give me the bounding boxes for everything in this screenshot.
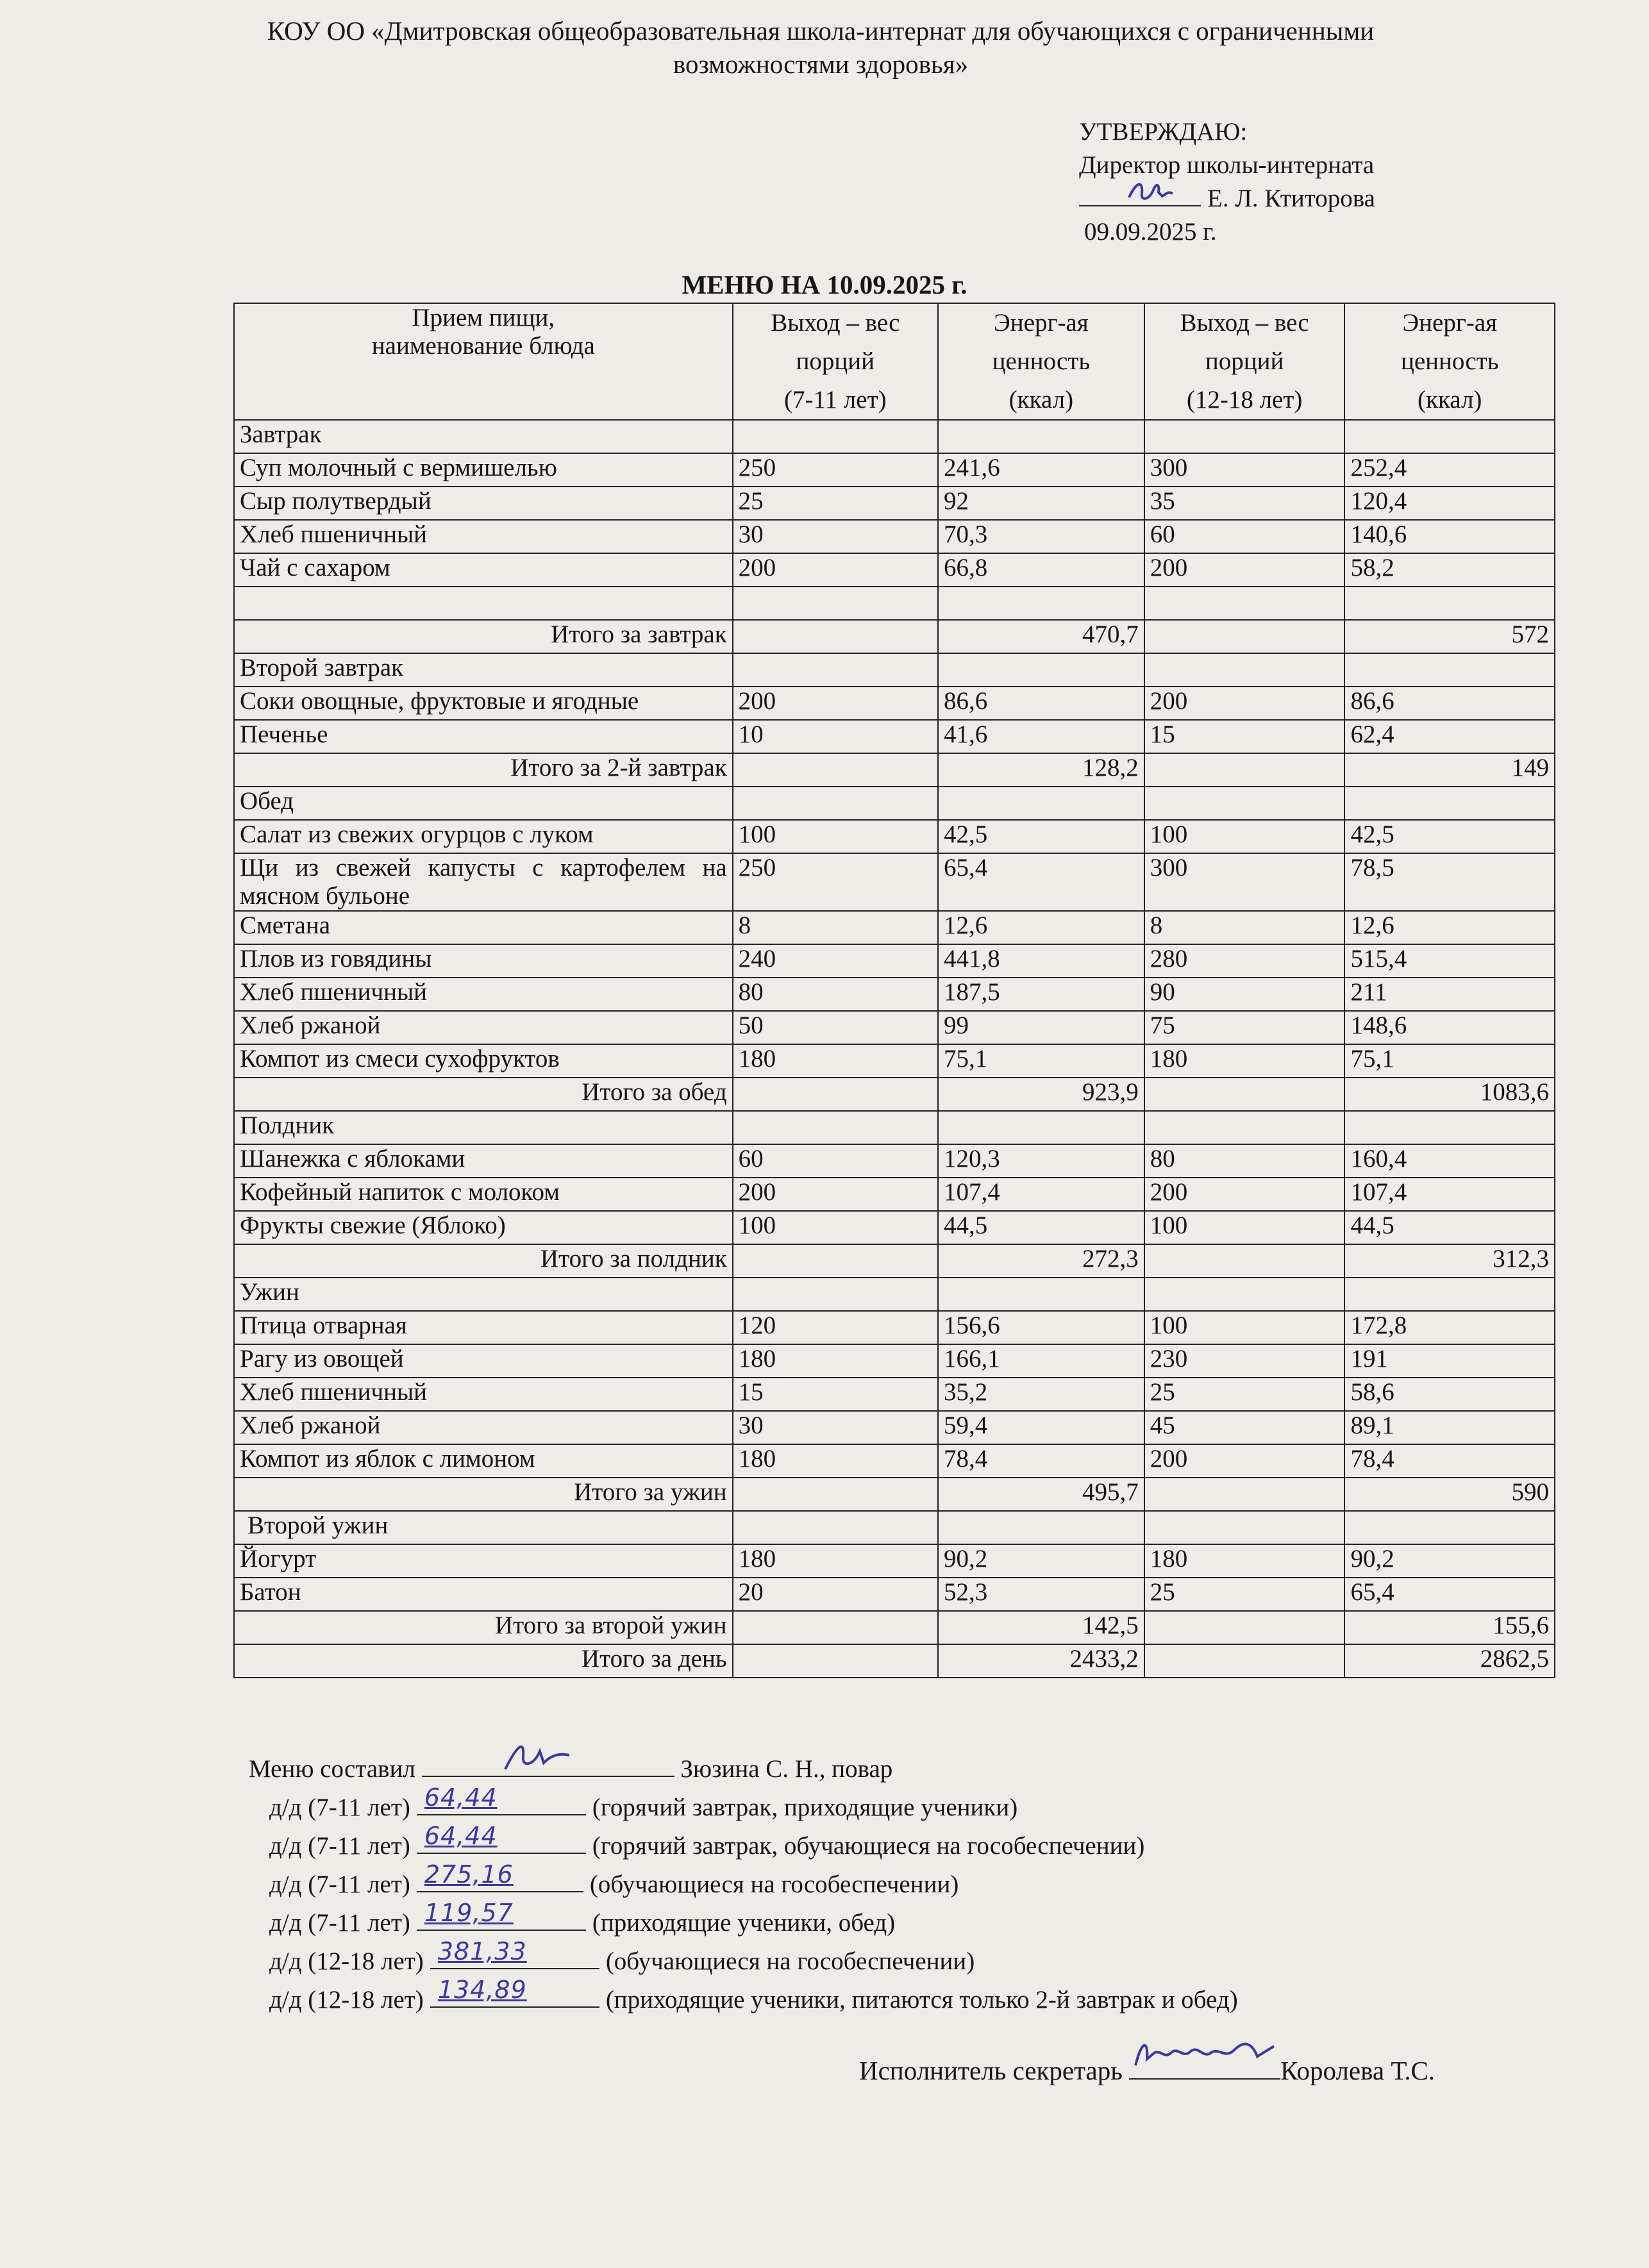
cost-row	[249, 1899, 1238, 1941]
energy-young: 120,3	[938, 1144, 1144, 1178]
empty-cell	[733, 787, 938, 820]
energy-young: 99	[938, 1011, 1144, 1044]
empty-cell	[1344, 653, 1555, 687]
weight-old: 200	[1144, 553, 1345, 587]
empty-cell	[1144, 753, 1345, 787]
section-header-row	[234, 1111, 1555, 1144]
footer-block	[249, 1749, 1238, 2018]
menu-title: МЕНЮ НА 10.09.2025 г.	[682, 270, 967, 299]
table-row	[234, 1211, 1555, 1244]
header-dish-line2: наименование блюда	[371, 332, 595, 360]
weight-young: 200	[733, 1178, 938, 1211]
table-row	[234, 944, 1555, 978]
empty-cell	[938, 1511, 1144, 1544]
empty-cell	[1144, 653, 1345, 687]
weight-young: 250	[733, 853, 938, 911]
dish-name: Рагу из овощей	[234, 1344, 733, 1378]
weight-old: 180	[1144, 1544, 1345, 1578]
cost-row	[249, 1783, 1238, 1826]
section-title: Ужин	[234, 1278, 733, 1311]
weight-young: 120	[733, 1311, 938, 1344]
section-header-row	[234, 787, 1555, 820]
empty-cell	[733, 1278, 938, 1311]
table-row	[234, 1544, 1555, 1578]
dish-name: Хлеб ржаной	[234, 1411, 733, 1444]
dish-name: Кофейный напиток с молоком	[234, 1178, 733, 1211]
empty-cell	[733, 1078, 938, 1111]
empty-cell	[938, 1111, 1144, 1144]
energy-young: 66,8	[938, 553, 1144, 587]
empty-cell	[733, 1478, 938, 1511]
cost-value-line	[417, 1899, 586, 1931]
energy-old: 148,6	[1344, 1011, 1555, 1044]
director-signature-line	[1079, 183, 1201, 206]
weight-young: 100	[733, 1211, 938, 1244]
energy-old: 515,4	[1344, 944, 1555, 978]
weight-old: 45	[1144, 1411, 1345, 1444]
empty-cell	[1144, 1111, 1345, 1144]
empty-cell	[1144, 620, 1345, 653]
table-row	[234, 853, 1555, 911]
empty-cell	[1344, 787, 1555, 820]
energy-young: 90,2	[938, 1544, 1144, 1578]
section-title: Второй завтрак	[234, 653, 733, 687]
subtotal-row	[234, 1078, 1555, 1111]
empty-cell	[1344, 1278, 1555, 1311]
energy-young: 166,1	[938, 1344, 1144, 1378]
empty-cell	[733, 1511, 938, 1544]
cost-row	[249, 1860, 1238, 1903]
energy-old: 120,4	[1344, 487, 1555, 520]
dish-name: Батон	[234, 1578, 733, 1611]
dish-name: Компот из смеси сухофруктов	[234, 1044, 733, 1078]
header-weight-young	[733, 303, 938, 420]
header-weight-old-line3: (12-18 лет)	[1186, 386, 1303, 413]
weight-young: 200	[733, 553, 938, 587]
cost-value: 64,44	[424, 1822, 498, 1850]
weight-old: 100	[1144, 1311, 1345, 1344]
weight-old: 100	[1144, 1211, 1345, 1244]
header-energy-young-line3: (ккал)	[1009, 386, 1074, 413]
energy-old: 62,4	[1344, 720, 1555, 753]
cost-note: (приходящие ученики, питаются только 2-й завтрак и обед)	[605, 1986, 1238, 2014]
table-header-row	[234, 303, 1555, 420]
header-dish-line1: Прием пищи,	[412, 304, 555, 331]
composer-signature-line	[422, 1749, 674, 1777]
weight-old: 180	[1144, 1044, 1345, 1078]
cost-age-group: д/д (7-11 лет)	[269, 1832, 410, 1860]
header-weight-young-line2: порций	[796, 347, 875, 375]
weight-old: 80	[1144, 1144, 1345, 1178]
empty-cell	[733, 620, 938, 653]
energy-young: 42,5	[938, 820, 1144, 853]
energy-young: 52,3	[938, 1578, 1144, 1611]
energy-young: 78,4	[938, 1444, 1144, 1478]
empty-row	[234, 587, 1555, 620]
dish-name: Соки овощные, фруктовые и ягодные	[234, 687, 733, 720]
dish-name: Хлеб пшеничный	[234, 520, 733, 553]
empty-cell	[1344, 1111, 1555, 1144]
subtotal-row	[234, 1244, 1555, 1278]
empty-cell	[1344, 420, 1555, 453]
energy-old: 75,1	[1344, 1044, 1555, 1078]
energy-young: 75,1	[938, 1044, 1144, 1078]
section-header-row	[234, 1511, 1555, 1544]
subtotal-energy-young: 128,2	[938, 753, 1144, 787]
cost-age-group: д/д (7-11 лет)	[269, 1871, 410, 1898]
empty-cell	[1344, 1511, 1555, 1544]
energy-old: 65,4	[1344, 1578, 1555, 1611]
cost-value: 119,57	[424, 1899, 514, 1927]
weight-young: 8	[733, 911, 938, 944]
weight-young: 20	[733, 1578, 938, 1611]
energy-young: 12,6	[938, 911, 1144, 944]
menu-table	[233, 303, 1555, 1678]
cost-age-group: д/д (12-18 лет)	[269, 1986, 424, 2014]
energy-old: 252,4	[1344, 453, 1555, 487]
cost-row	[249, 1976, 1238, 2018]
table-row	[234, 1344, 1555, 1378]
executor-row	[859, 2051, 1435, 2086]
table-row	[234, 1311, 1555, 1344]
section-title: Обед	[234, 787, 733, 820]
weight-old: 200	[1144, 687, 1345, 720]
table-row	[234, 1144, 1555, 1178]
empty-cell	[1144, 787, 1345, 820]
subtotal-label: Итого за ужин	[234, 1478, 733, 1511]
empty-cell	[1144, 1244, 1345, 1278]
energy-young: 44,5	[938, 1211, 1144, 1244]
director-signature-icon	[1124, 174, 1175, 206]
subtotal-energy-old: 590	[1344, 1478, 1555, 1511]
subtotal-energy-old: 155,6	[1344, 1611, 1555, 1644]
weight-young: 180	[733, 1444, 938, 1478]
subtotal-energy-old: 149	[1344, 753, 1555, 787]
energy-old: 78,5	[1344, 853, 1555, 911]
table-row	[234, 1044, 1555, 1078]
empty-cell	[1144, 1478, 1345, 1511]
table-row	[234, 1178, 1555, 1211]
executor-signature-line	[1129, 2051, 1280, 2080]
section-title: Завтрак	[234, 420, 733, 453]
weight-old: 200	[1144, 1444, 1345, 1478]
approval-signer-row	[1079, 182, 1375, 215]
subtotal-row	[234, 620, 1555, 653]
dish-name: Йогурт	[234, 1544, 733, 1578]
weight-old: 25	[1144, 1378, 1345, 1411]
subtotal-energy-old: 312,3	[1344, 1244, 1555, 1278]
table-row	[234, 720, 1555, 753]
header-energy-young-line2: ценность	[992, 347, 1091, 375]
empty-cell	[733, 1611, 938, 1644]
empty-cell	[733, 1111, 938, 1144]
header-dish	[234, 303, 733, 420]
weight-young: 240	[733, 944, 938, 978]
empty-cell	[733, 1644, 938, 1678]
energy-old: 58,2	[1344, 553, 1555, 587]
cost-note: (горячий завтрак, обучающиеся на гособеспечении)	[592, 1832, 1145, 1860]
energy-old: 44,5	[1344, 1211, 1555, 1244]
weight-old: 300	[1144, 853, 1345, 911]
cost-value-line	[430, 1937, 599, 1969]
table-row	[234, 487, 1555, 520]
cost-value-line	[430, 1976, 599, 2008]
subtotal-energy-young: 142,5	[938, 1611, 1144, 1644]
weight-young: 80	[733, 978, 938, 1011]
empty-cell	[733, 753, 938, 787]
school-name-line2: возможностями здоровья»	[673, 49, 969, 79]
weight-young: 15	[733, 1378, 938, 1411]
table-row	[234, 453, 1555, 487]
day-total-energy-young: 2433,2	[938, 1644, 1144, 1678]
subtotal-label: Итого за полдник	[234, 1244, 733, 1278]
composer-name: Зюзина С. Н., повар	[680, 1755, 893, 1783]
empty-cell	[733, 587, 938, 620]
header-energy-young	[938, 303, 1144, 420]
dish-name: Печенье	[234, 720, 733, 753]
cost-row	[249, 1937, 1238, 1980]
cost-row	[249, 1822, 1238, 1864]
weight-old: 25	[1144, 1578, 1345, 1611]
dish-name: Птица отварная	[234, 1311, 733, 1344]
subtotal-row	[234, 1478, 1555, 1511]
energy-young: 107,4	[938, 1178, 1144, 1211]
school-name	[192, 14, 1449, 81]
weight-old: 8	[1144, 911, 1345, 944]
empty-cell	[1144, 1611, 1345, 1644]
weight-young: 180	[733, 1544, 938, 1578]
energy-young: 187,5	[938, 978, 1144, 1011]
header-energy-old-line2: ценность	[1400, 347, 1499, 375]
energy-old: 12,6	[1344, 911, 1555, 944]
empty-cell	[1144, 1278, 1345, 1311]
empty-cell	[938, 420, 1144, 453]
menu-table-body	[234, 420, 1555, 1678]
energy-young: 35,2	[938, 1378, 1144, 1411]
energy-old: 140,6	[1344, 520, 1555, 553]
energy-young: 59,4	[938, 1411, 1144, 1444]
composer-signature-icon	[499, 1737, 576, 1776]
subtotal-label: Итого за второй ужин	[234, 1611, 733, 1644]
weight-old: 100	[1144, 820, 1345, 853]
cost-note: (приходящие ученики, обед)	[592, 1909, 896, 1937]
cost-value: 275,16	[424, 1860, 514, 1889]
empty-cell	[938, 653, 1144, 687]
subtotal-label: Итого за 2-й завтрак	[234, 753, 733, 787]
empty-cell	[1144, 1511, 1345, 1544]
approval-signer: Е. Л. Ктиторова	[1207, 185, 1375, 212]
dish-name: Плов из говядины	[234, 944, 733, 978]
weight-young: 50	[733, 1011, 938, 1044]
energy-old: 58,6	[1344, 1378, 1555, 1411]
table-row	[234, 553, 1555, 587]
section-header-row	[234, 653, 1555, 687]
energy-young: 92	[938, 487, 1144, 520]
subtotal-energy-young: 272,3	[938, 1244, 1144, 1278]
empty-cell	[1144, 420, 1345, 453]
weight-young: 30	[733, 520, 938, 553]
subtotal-energy-young: 470,7	[938, 620, 1144, 653]
dish-name: Шанежка с яблоками	[234, 1144, 733, 1178]
weight-young: 180	[733, 1344, 938, 1378]
weight-old: 230	[1144, 1344, 1345, 1378]
energy-old: 172,8	[1344, 1311, 1555, 1344]
section-header-row	[234, 1278, 1555, 1311]
energy-young: 156,6	[938, 1311, 1144, 1344]
header-weight-old-line1: Выход – вес	[1180, 309, 1309, 337]
subtotal-label: Итого за обед	[234, 1078, 733, 1111]
weight-young: 10	[733, 720, 938, 753]
section-title: Полдник	[234, 1111, 733, 1144]
weight-old: 280	[1144, 944, 1345, 978]
dish-name: Суп молочный с вермишелью	[234, 453, 733, 487]
header-weight-old-line2: порций	[1205, 347, 1284, 375]
table-row	[234, 1378, 1555, 1411]
cost-value: 134,89	[437, 1976, 527, 2004]
section-title: Второй ужин	[234, 1511, 733, 1544]
composer-row	[249, 1749, 1238, 1787]
section-header-row	[234, 420, 1555, 453]
weight-young: 60	[733, 1144, 938, 1178]
subtotal-energy-old: 1083,6	[1344, 1078, 1555, 1111]
weight-young: 200	[733, 687, 938, 720]
cost-age-group: д/д (12-18 лет)	[269, 1947, 424, 1975]
subtotal-energy-young: 495,7	[938, 1478, 1144, 1511]
cost-list	[249, 1783, 1238, 2018]
subtotal-label: Итого за завтрак	[234, 620, 733, 653]
header-energy-old	[1344, 303, 1555, 420]
weight-old: 75	[1144, 1011, 1345, 1044]
cost-value-line	[417, 1822, 586, 1854]
header-energy-young-line1: Энерг-ая	[994, 309, 1089, 337]
energy-young: 65,4	[938, 853, 1144, 911]
dish-name: Компот из яблок с лимоном	[234, 1444, 733, 1478]
executor-name: Королева Т.С.	[1280, 2056, 1436, 2085]
table-row	[234, 820, 1555, 853]
cost-value-line	[417, 1783, 586, 1815]
energy-young: 41,6	[938, 720, 1144, 753]
day-total-energy-old: 2862,5	[1344, 1644, 1555, 1678]
table-row	[234, 911, 1555, 944]
empty-cell	[1344, 587, 1555, 620]
weight-young: 30	[733, 1411, 938, 1444]
header-energy-old-line3: (ккал)	[1418, 386, 1482, 413]
executor-signature-icon	[1129, 2033, 1280, 2078]
approval-title: УТВЕРЖДАЮ:	[1079, 118, 1248, 146]
empty-cell	[1144, 587, 1345, 620]
energy-young: 86,6	[938, 687, 1144, 720]
header-energy-old-line1: Энерг-ая	[1402, 309, 1498, 337]
dish-name: Хлеб пшеничный	[234, 1378, 733, 1411]
dish-name: Сметана	[234, 911, 733, 944]
weight-young: 100	[733, 820, 938, 853]
weight-young: 25	[733, 487, 938, 520]
energy-old: 42,5	[1344, 820, 1555, 853]
empty-cell	[234, 587, 733, 620]
header-weight-old	[1144, 303, 1345, 420]
empty-cell	[1144, 1078, 1345, 1111]
cost-age-group: д/д (7-11 лет)	[269, 1909, 410, 1937]
energy-old: 90,2	[1344, 1544, 1555, 1578]
day-total-label: Итого за день	[234, 1644, 733, 1678]
energy-old: 107,4	[1344, 1178, 1555, 1211]
empty-cell	[938, 587, 1144, 620]
cost-value: 381,33	[437, 1937, 527, 1965]
weight-old: 35	[1144, 487, 1345, 520]
empty-cell	[733, 420, 938, 453]
empty-cell	[733, 1244, 938, 1278]
table-row	[234, 520, 1555, 553]
day-total-row	[234, 1644, 1555, 1678]
energy-old: 78,4	[1344, 1444, 1555, 1478]
table-row	[234, 1011, 1555, 1044]
header-weight-young-line3: (7-11 лет)	[784, 386, 887, 413]
cost-value: 64,44	[424, 1783, 498, 1812]
dish-name: Сыр полутвердый	[234, 487, 733, 520]
dish-name: Фрукты свежие (Яблоко)	[234, 1211, 733, 1244]
weight-old: 90	[1144, 978, 1345, 1011]
subtotal-row	[234, 1611, 1555, 1644]
subtotal-row	[234, 753, 1555, 787]
approval-position: Директор школы-интерната	[1079, 151, 1375, 179]
header-weight-young-line1: Выход – вес	[771, 309, 900, 337]
weight-young: 250	[733, 453, 938, 487]
executor-prefix: Исполнитель секретарь	[859, 2056, 1123, 2085]
energy-young: 241,6	[938, 453, 1144, 487]
cost-note: (обучающиеся на гособеспечении)	[605, 1947, 975, 1975]
cost-age-group: д/д (7-11 лет)	[269, 1794, 410, 1821]
weight-old: 15	[1144, 720, 1345, 753]
table-row	[234, 1444, 1555, 1478]
dish-name: Салат из свежих огурцов с луком	[234, 820, 733, 853]
approval-block	[1079, 115, 1375, 249]
weight-old: 200	[1144, 1178, 1345, 1211]
table-row	[234, 687, 1555, 720]
energy-old: 191	[1344, 1344, 1555, 1378]
weight-young: 180	[733, 1044, 938, 1078]
energy-young: 70,3	[938, 520, 1144, 553]
weight-old: 300	[1144, 453, 1345, 487]
school-name-line1: КОУ ОО «Дмитровская общеобразовательная школа-интернат для обучающихся с ограниченными	[267, 16, 1375, 46]
energy-old: 160,4	[1344, 1144, 1555, 1178]
subtotal-energy-young: 923,9	[938, 1078, 1144, 1111]
table-row	[234, 1411, 1555, 1444]
empty-cell	[1144, 1644, 1345, 1678]
composer-prefix: Меню составил	[249, 1755, 415, 1783]
energy-old: 211	[1344, 978, 1555, 1011]
table-row	[234, 1578, 1555, 1611]
dish-name: Щи из свежей капусты с картофелем на мясном бульоне	[234, 853, 733, 911]
subtotal-energy-old: 572	[1344, 620, 1555, 653]
dish-name: Хлеб пшеничный	[234, 978, 733, 1011]
cost-note: (обучающиеся на гособеспечении)	[589, 1871, 959, 1898]
cost-note: (горячий завтрак, приходящие ученики)	[592, 1794, 1018, 1821]
cost-value-line	[417, 1860, 583, 1892]
dish-name: Чай с сахаром	[234, 553, 733, 587]
table-row	[234, 978, 1555, 1011]
empty-cell	[733, 653, 938, 687]
approval-date: 09.09.2025 г.	[1084, 218, 1217, 246]
energy-young: 441,8	[938, 944, 1144, 978]
weight-old: 60	[1144, 520, 1345, 553]
empty-cell	[938, 1278, 1144, 1311]
energy-old: 86,6	[1344, 687, 1555, 720]
dish-name: Хлеб ржаной	[234, 1011, 733, 1044]
empty-cell	[938, 787, 1144, 820]
energy-old: 89,1	[1344, 1411, 1555, 1444]
